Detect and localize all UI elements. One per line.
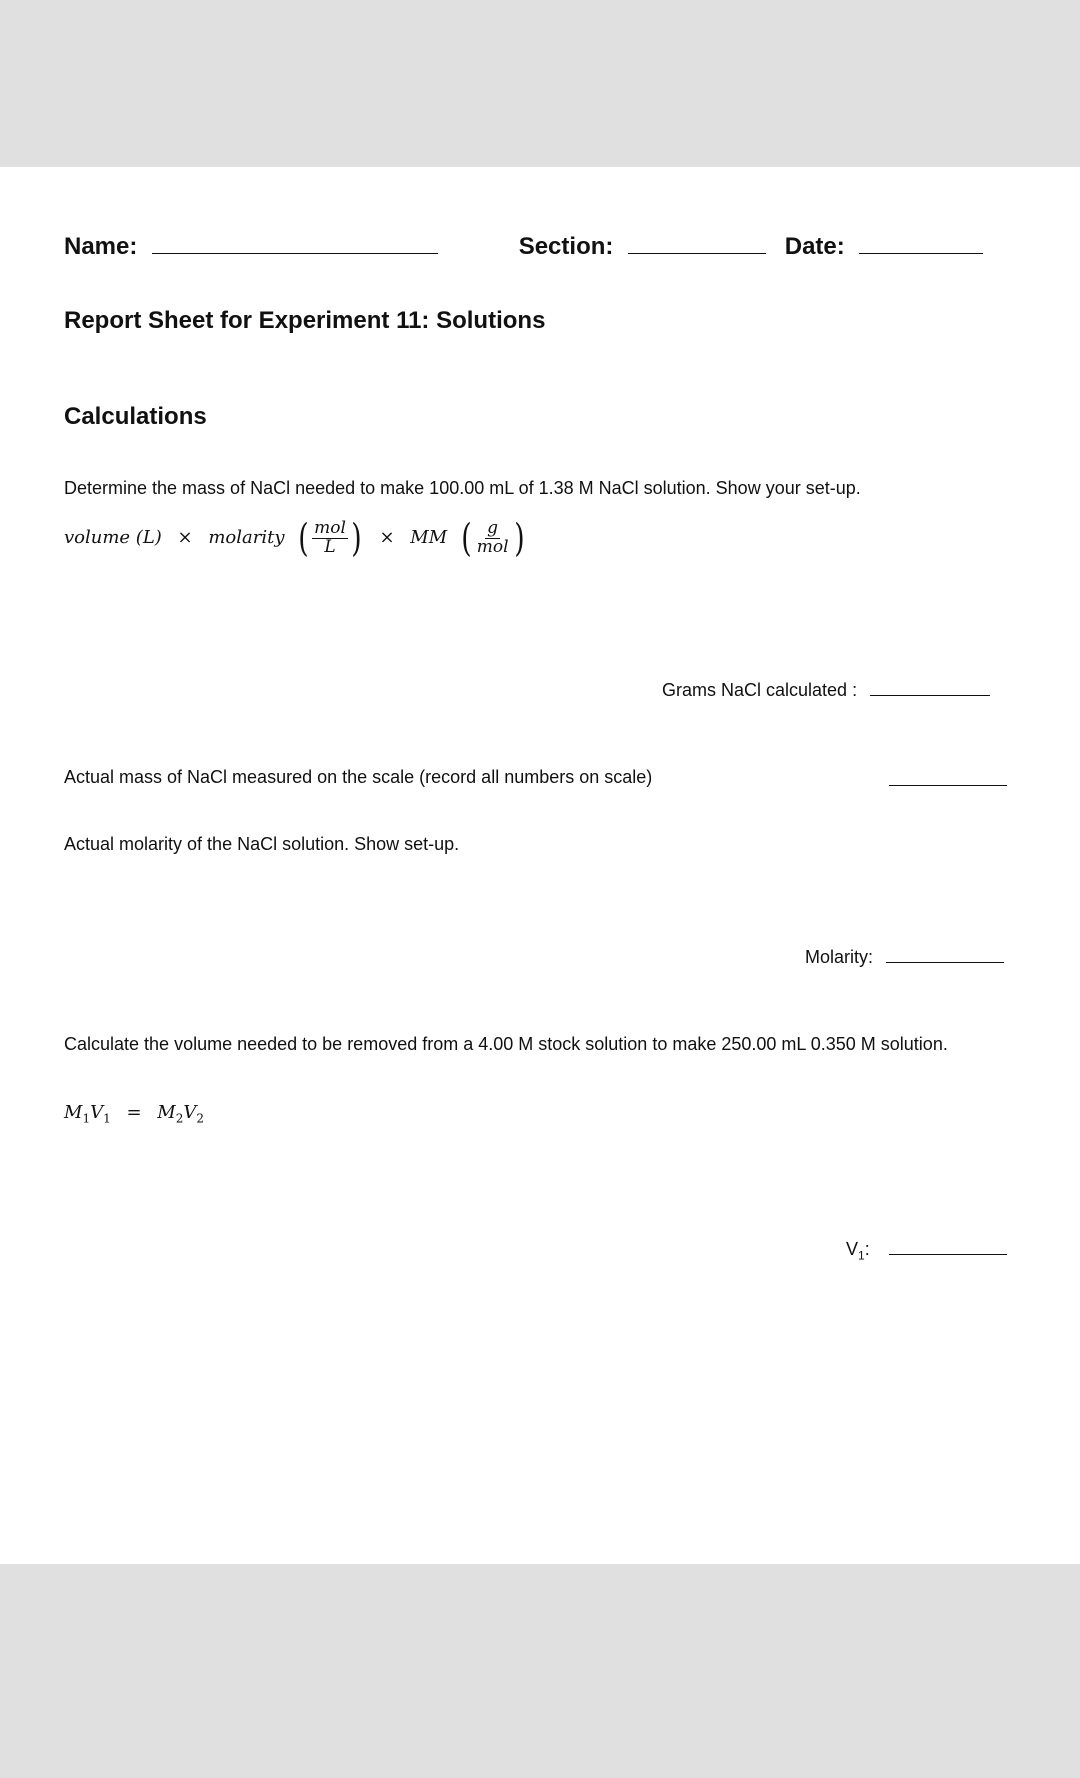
report-page bbox=[0, 167, 1080, 1564]
grams-nacl-label: Grams NaCl calculated : bbox=[662, 680, 858, 700]
q2-answer-row bbox=[889, 767, 1007, 791]
m2-symbol: M bbox=[157, 1102, 176, 1123]
formula-molarity: molarity bbox=[208, 527, 285, 548]
left-paren-1: ( bbox=[298, 516, 309, 560]
v2-symbol: V bbox=[183, 1102, 197, 1123]
m2-subscript: 2 bbox=[175, 1111, 184, 1126]
right-paren-1: ) bbox=[351, 516, 362, 560]
q4-formula bbox=[64, 1102, 204, 1126]
calculations-heading: Calculations bbox=[64, 403, 207, 430]
name-blank[interactable] bbox=[152, 229, 438, 254]
grams-per-mol-fraction bbox=[475, 517, 511, 557]
grams-nacl-blank[interactable] bbox=[870, 677, 990, 696]
v1-answer-subscript: 1 bbox=[858, 1248, 865, 1263]
equals-sign: = bbox=[126, 1102, 142, 1123]
fraction-1-numerator: mol bbox=[314, 517, 346, 538]
fraction-1-denominator: L bbox=[324, 536, 336, 557]
q2-prompt: Actual mass of NaCl measured on the scale (record all numbers on scale) bbox=[64, 767, 653, 787]
q4-answer-row bbox=[846, 1236, 1007, 1263]
v2-subscript: 2 bbox=[196, 1111, 204, 1126]
m1-subscript: 1 bbox=[82, 1111, 91, 1126]
formula-times-1: × bbox=[177, 527, 193, 548]
formula-volume: volume (L) bbox=[64, 527, 162, 548]
q3-answer-row bbox=[805, 944, 1004, 968]
q4-prompt: Calculate the volume needed to be removed from a 4.00 M stock solution to make 250.00 mL 0.350 M solution. bbox=[64, 1034, 948, 1054]
formula-molar-mass: MM bbox=[410, 527, 448, 548]
v1-symbol: V bbox=[90, 1102, 104, 1123]
q1-prompt: Determine the mass of NaCl needed to make 100.00 mL of 1.38 M NaCl solution. Show your set-up. bbox=[64, 478, 861, 498]
date-label: Date: bbox=[784, 233, 845, 260]
name-label: Name: bbox=[64, 233, 138, 260]
v1-answer-colon: : bbox=[864, 1239, 870, 1259]
molarity-blank[interactable] bbox=[886, 944, 1004, 963]
right-paren-2: ) bbox=[513, 516, 525, 560]
q1-answer-row bbox=[662, 677, 990, 701]
header-fields bbox=[64, 229, 983, 261]
section-label: Section: bbox=[518, 233, 614, 260]
page-title: Report Sheet for Experiment 11: Solutions bbox=[64, 307, 546, 334]
mol-per-liter-fraction bbox=[312, 517, 348, 557]
q3-prompt: Actual molarity of the NaCl solution. Show set-up. bbox=[64, 834, 460, 854]
left-paren-2: ( bbox=[461, 516, 472, 560]
fraction-2-numerator: g bbox=[487, 517, 499, 538]
q1-formula bbox=[64, 516, 526, 560]
v1-blank[interactable] bbox=[889, 1236, 1007, 1255]
v1-subscript: 1 bbox=[103, 1111, 111, 1126]
m1-symbol: M bbox=[64, 1102, 83, 1123]
molarity-label: Molarity: bbox=[805, 947, 874, 967]
actual-mass-blank[interactable] bbox=[889, 767, 1007, 786]
fraction-2-denominator: mol bbox=[476, 536, 509, 557]
v1-answer-label: V bbox=[846, 1239, 859, 1259]
section-blank[interactable] bbox=[628, 229, 766, 254]
formula-times-2: × bbox=[379, 527, 395, 548]
date-blank[interactable] bbox=[859, 229, 983, 254]
